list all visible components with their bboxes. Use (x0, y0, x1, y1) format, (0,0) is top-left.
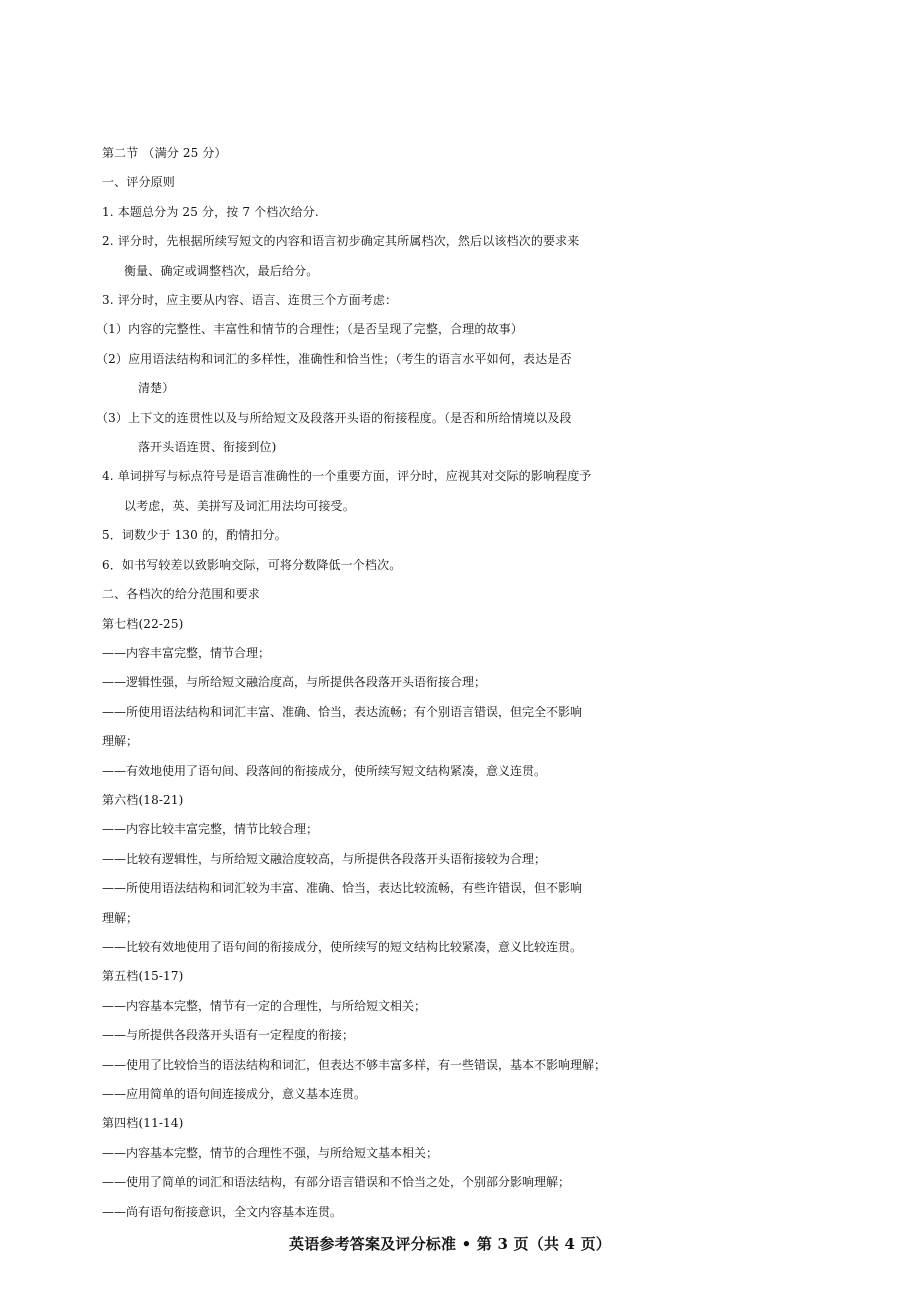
level-title: 第五档(15-17) (102, 969, 184, 984)
principle-6 (102, 551, 832, 580)
level-criterion-continued: 理解； (102, 734, 139, 749)
principle-sub-line: （3）上下文的连贯性以及与所给短文及段落开头语的衔接程度。（是否和所给情境以及段 (96, 410, 572, 425)
level-criterion: ——内容基本完整，情节的合理性不强，与所给短文基本相关； (102, 1145, 439, 1160)
level-title: 第六档(18-21) (102, 792, 184, 807)
level-4 (102, 1109, 832, 1227)
principle-line-continued: 衡量、确定或调整档次，最后给分。 (124, 263, 319, 278)
principle-4 (102, 462, 832, 521)
principle-3-sub-1 (96, 315, 832, 344)
level-5 (102, 962, 832, 1109)
page-footer: 英语参考答案及评分标准 • 第 3 页（共 4 页） (289, 1235, 611, 1253)
level-criterion: ——有效地使用了语句间、段落间的衔接成分，使所续写短文结构紧凑，意义连贯。 (102, 763, 547, 778)
principle-line: 1. 本题总分为 25 分，按 7 个档次给分. (102, 204, 319, 219)
level-criterion: ——使用了简单的词汇和语法结构，有部分语言错误和不恰当之处，个别部分影响理解； (102, 1175, 571, 1190)
level-criterion: ——内容丰富完整，情节合理； (102, 645, 271, 660)
level-6 (102, 786, 832, 962)
level-criterion: ——使用了比较恰当的语法结构和词汇，但表达不够丰富多样，有一些错误，基本不影响理解； (102, 1057, 607, 1072)
principle-5 (102, 521, 832, 550)
level-criterion: ——逻辑性强，与所给短文融洽度高，与所提供各段落开头语衔接合理； (102, 675, 487, 690)
principle-line: 4. 单词拼写与标点符号是语言准确性的一个重要方面，评分时，应视其对交际的影响程度予 (102, 469, 592, 484)
principle-3 (102, 286, 832, 315)
principles-heading: 一、评分原则 (102, 175, 175, 190)
principle-3-sub-3 (96, 404, 832, 463)
document-body (96, 139, 832, 1227)
level-criterion: ——内容基本完整，情节有一定的合理性，与所给短文相关； (102, 998, 427, 1013)
level-criterion: ——与所提供各段落开头语有一定程度的衔接； (102, 1028, 355, 1043)
principle-line: 3. 评分时，应主要从内容、语言、连贯三个方面考虑： (102, 293, 398, 308)
level-criterion: ——比较有效地使用了语句间的衔接成分，使所续写的短文结构比较紧凑，意义比较连贯。 (102, 939, 583, 954)
principle-1 (102, 198, 832, 227)
principle-sub-line: （1）内容的完整性、丰富性和情节的合理性；（是否呈现了完整，合理的故事） (96, 322, 524, 337)
level-criterion: ——所使用语法结构和词汇丰富、准确、恰当，表达流畅；有个别语言错误，但完全不影响 (102, 704, 583, 719)
level-criterion: ——比较有逻辑性，与所给短文融洽度较高，与所提供各段落开头语衔接较为合理； (102, 851, 547, 866)
principle-line: 6．如书写较差以致影响交际，可将分数降低一个档次。 (102, 557, 402, 572)
level-criterion: ——应用简单的语句间连接成分，意义基本连贯。 (102, 1087, 367, 1101)
principle-sub-line: （2）应用语法结构和词汇的多样性，准确性和恰当性；（考生的语言水平如何，表达是否 (96, 351, 572, 366)
level-criterion: ——内容比较丰富完整，情节比较合理； (102, 822, 319, 837)
level-criterion-continued: 理解； (102, 910, 139, 925)
principle-sub-line-continued: 清楚） (138, 381, 175, 396)
level-7 (102, 610, 832, 786)
principle-line: 5．词数少于 130 的，酌情扣分。 (102, 528, 287, 543)
level-criterion: ——尚有语句衔接意识，全文内容基本连贯。 (102, 1204, 343, 1219)
level-title: 第四档(11-14) (102, 1116, 184, 1131)
principle-line: 2. 评分时，先根据所续写短文的内容和语言初步确定其所属档次，然后以该档次的要求来 (102, 234, 580, 249)
levels-heading: 二、各档次的给分范围和要求 (102, 587, 260, 602)
principle-sub-line-continued: 落开头语连贯、衔接到位) (138, 440, 277, 455)
principle-2 (102, 227, 832, 286)
level-title: 第七档(22-25) (102, 616, 184, 631)
principle-line-continued: 以考虑，英、美拼写及词汇用法均可接受。 (124, 498, 355, 513)
level-criterion: ——所使用语法结构和词汇较为丰富、准确、恰当，表达比较流畅，有些许错误，但不影响 (102, 881, 583, 896)
principle-3-sub-2 (96, 345, 832, 404)
section-title: 第二节 （满分 25 分） (102, 146, 227, 160)
